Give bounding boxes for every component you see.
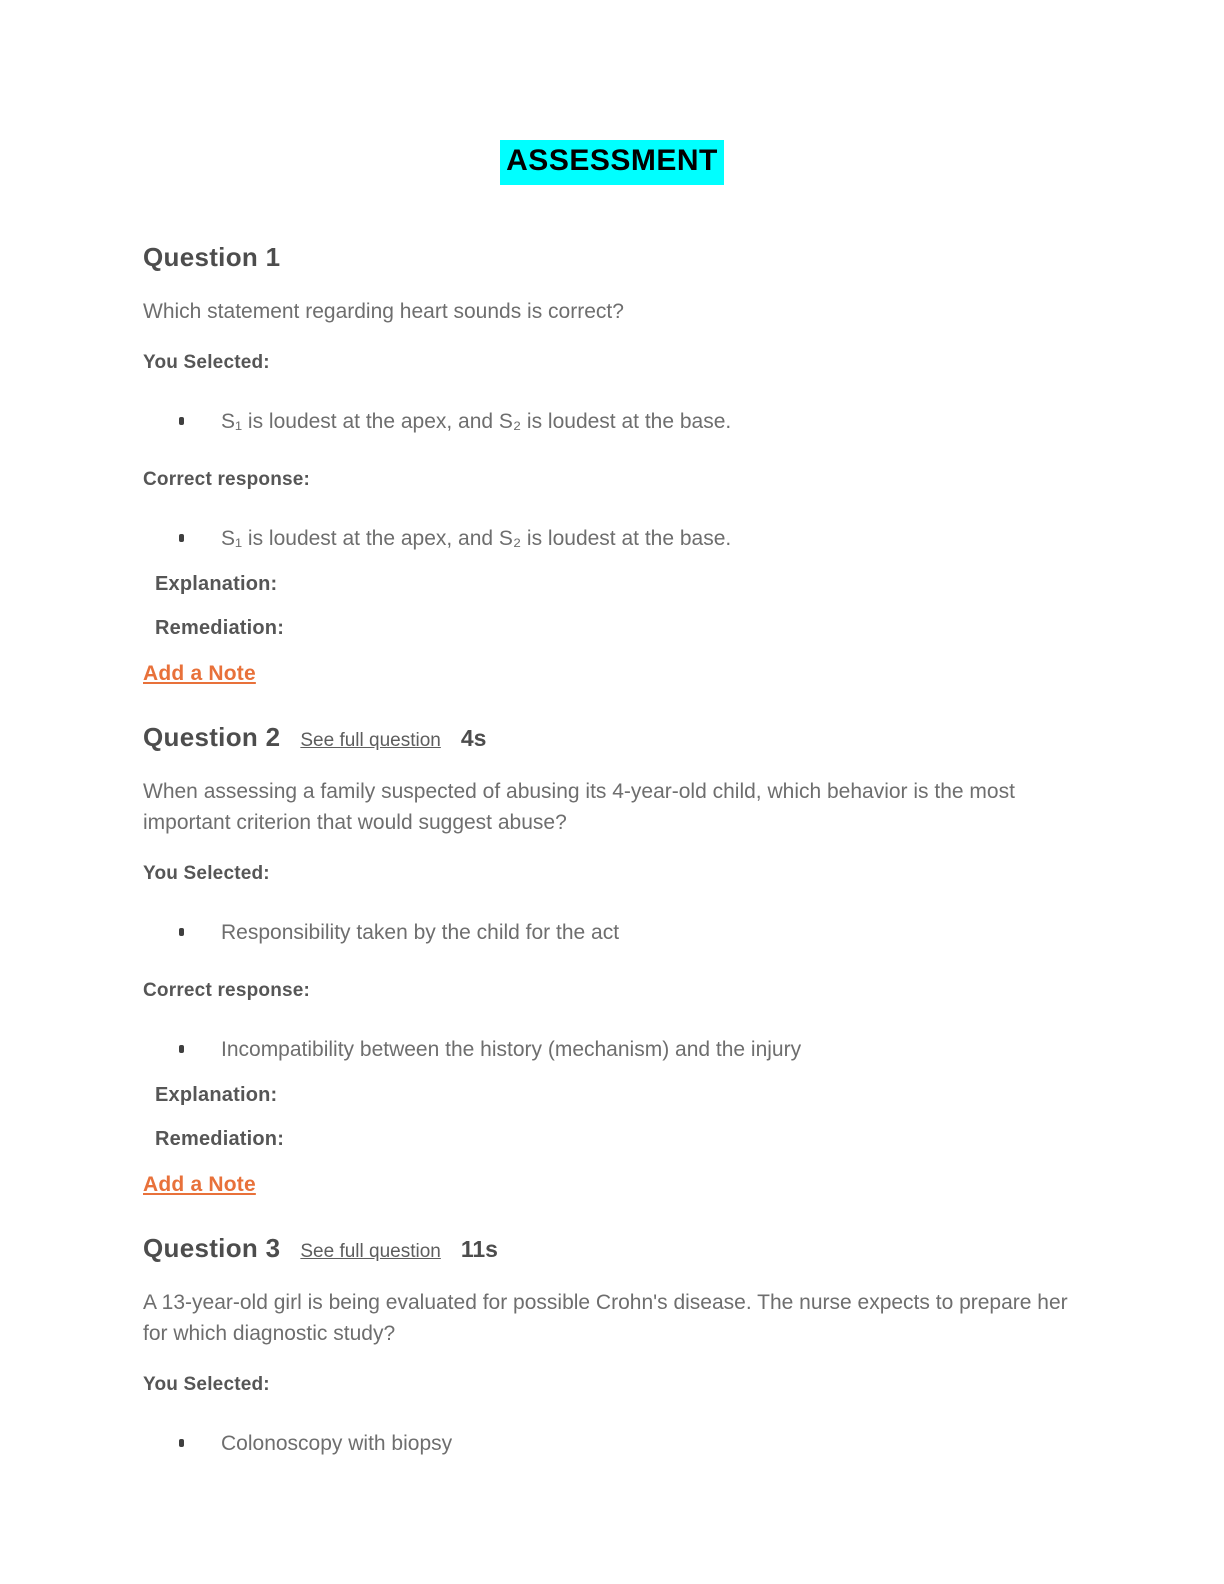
you-selected-label: You Selected: bbox=[143, 863, 270, 884]
correct-answer-list bbox=[143, 1037, 1081, 1063]
selected-answer-text: Colonoscopy with biopsy bbox=[221, 1432, 453, 1455]
explanation-label: Explanation: bbox=[155, 1084, 278, 1106]
selected-answer-list bbox=[143, 409, 1081, 435]
question-2-text: When assessing a family suspected of abusing its 4-year-old child, which behavior is the most important criterion that would suggest abuse? bbox=[143, 780, 1015, 834]
question-1-heading-row bbox=[143, 242, 1081, 273]
question-2-heading-row bbox=[143, 722, 1081, 753]
question-2-section bbox=[143, 722, 1081, 1197]
question-1-heading: Question 1 bbox=[143, 242, 281, 272]
question-2-time: 4s bbox=[460, 725, 487, 751]
question-1-section bbox=[143, 242, 1081, 686]
assessment-title: ASSESSMENT bbox=[500, 140, 724, 185]
selected-answer-text: S₁ is loudest at the apex, and S₂ is loudest at the base. bbox=[221, 410, 732, 433]
you-selected-label: You Selected: bbox=[143, 1374, 270, 1395]
correct-response-label: Correct response: bbox=[143, 469, 311, 490]
selected-answer-item bbox=[179, 1431, 1081, 1457]
title-row bbox=[143, 140, 1081, 185]
bullet-icon bbox=[179, 417, 184, 425]
question-3-text: A 13-year-old girl is being evaluated for possible Crohn's disease. The nurse expects to prepare her for which diagnostic study? bbox=[143, 1291, 1068, 1345]
question-3-heading-row bbox=[143, 1233, 1081, 1264]
question-1-text: Which statement regarding heart sounds is correct? bbox=[143, 300, 624, 323]
correct-answer-list bbox=[143, 526, 1081, 552]
selected-answer-item bbox=[179, 409, 1081, 435]
selected-answer-list bbox=[143, 920, 1081, 946]
bullet-icon bbox=[179, 1439, 184, 1447]
add-note-link[interactable]: Add a Note bbox=[143, 1173, 256, 1196]
bullet-icon bbox=[179, 928, 184, 936]
add-note-link[interactable]: Add a Note bbox=[143, 662, 256, 685]
remediation-label: Remediation: bbox=[155, 617, 285, 639]
correct-answer-item bbox=[179, 1037, 1081, 1063]
remediation-label: Remediation: bbox=[155, 1128, 285, 1150]
correct-answer-item bbox=[179, 526, 1081, 552]
question-2-heading: Question 2 bbox=[143, 722, 281, 752]
you-selected-label: You Selected: bbox=[143, 352, 270, 373]
question-3-time: 11s bbox=[460, 1236, 498, 1262]
correct-response-label: Correct response: bbox=[143, 980, 311, 1001]
selected-answer-text: Responsibility taken by the child for the act bbox=[221, 921, 620, 944]
see-full-question-link[interactable]: See full question bbox=[300, 1241, 441, 1262]
correct-answer-text: S₁ is loudest at the apex, and S₂ is loudest at the base. bbox=[221, 527, 732, 550]
selected-answer-list bbox=[143, 1431, 1081, 1457]
explanation-label: Explanation: bbox=[155, 573, 278, 595]
see-full-question-link[interactable]: See full question bbox=[300, 730, 441, 751]
selected-answer-item bbox=[179, 920, 1081, 946]
question-3-heading: Question 3 bbox=[143, 1233, 281, 1263]
bullet-icon bbox=[179, 1045, 184, 1053]
question-3-section bbox=[143, 1233, 1081, 1457]
correct-answer-text: Incompatibility between the history (mechanism) and the injury bbox=[221, 1038, 802, 1061]
bullet-icon bbox=[179, 534, 184, 542]
